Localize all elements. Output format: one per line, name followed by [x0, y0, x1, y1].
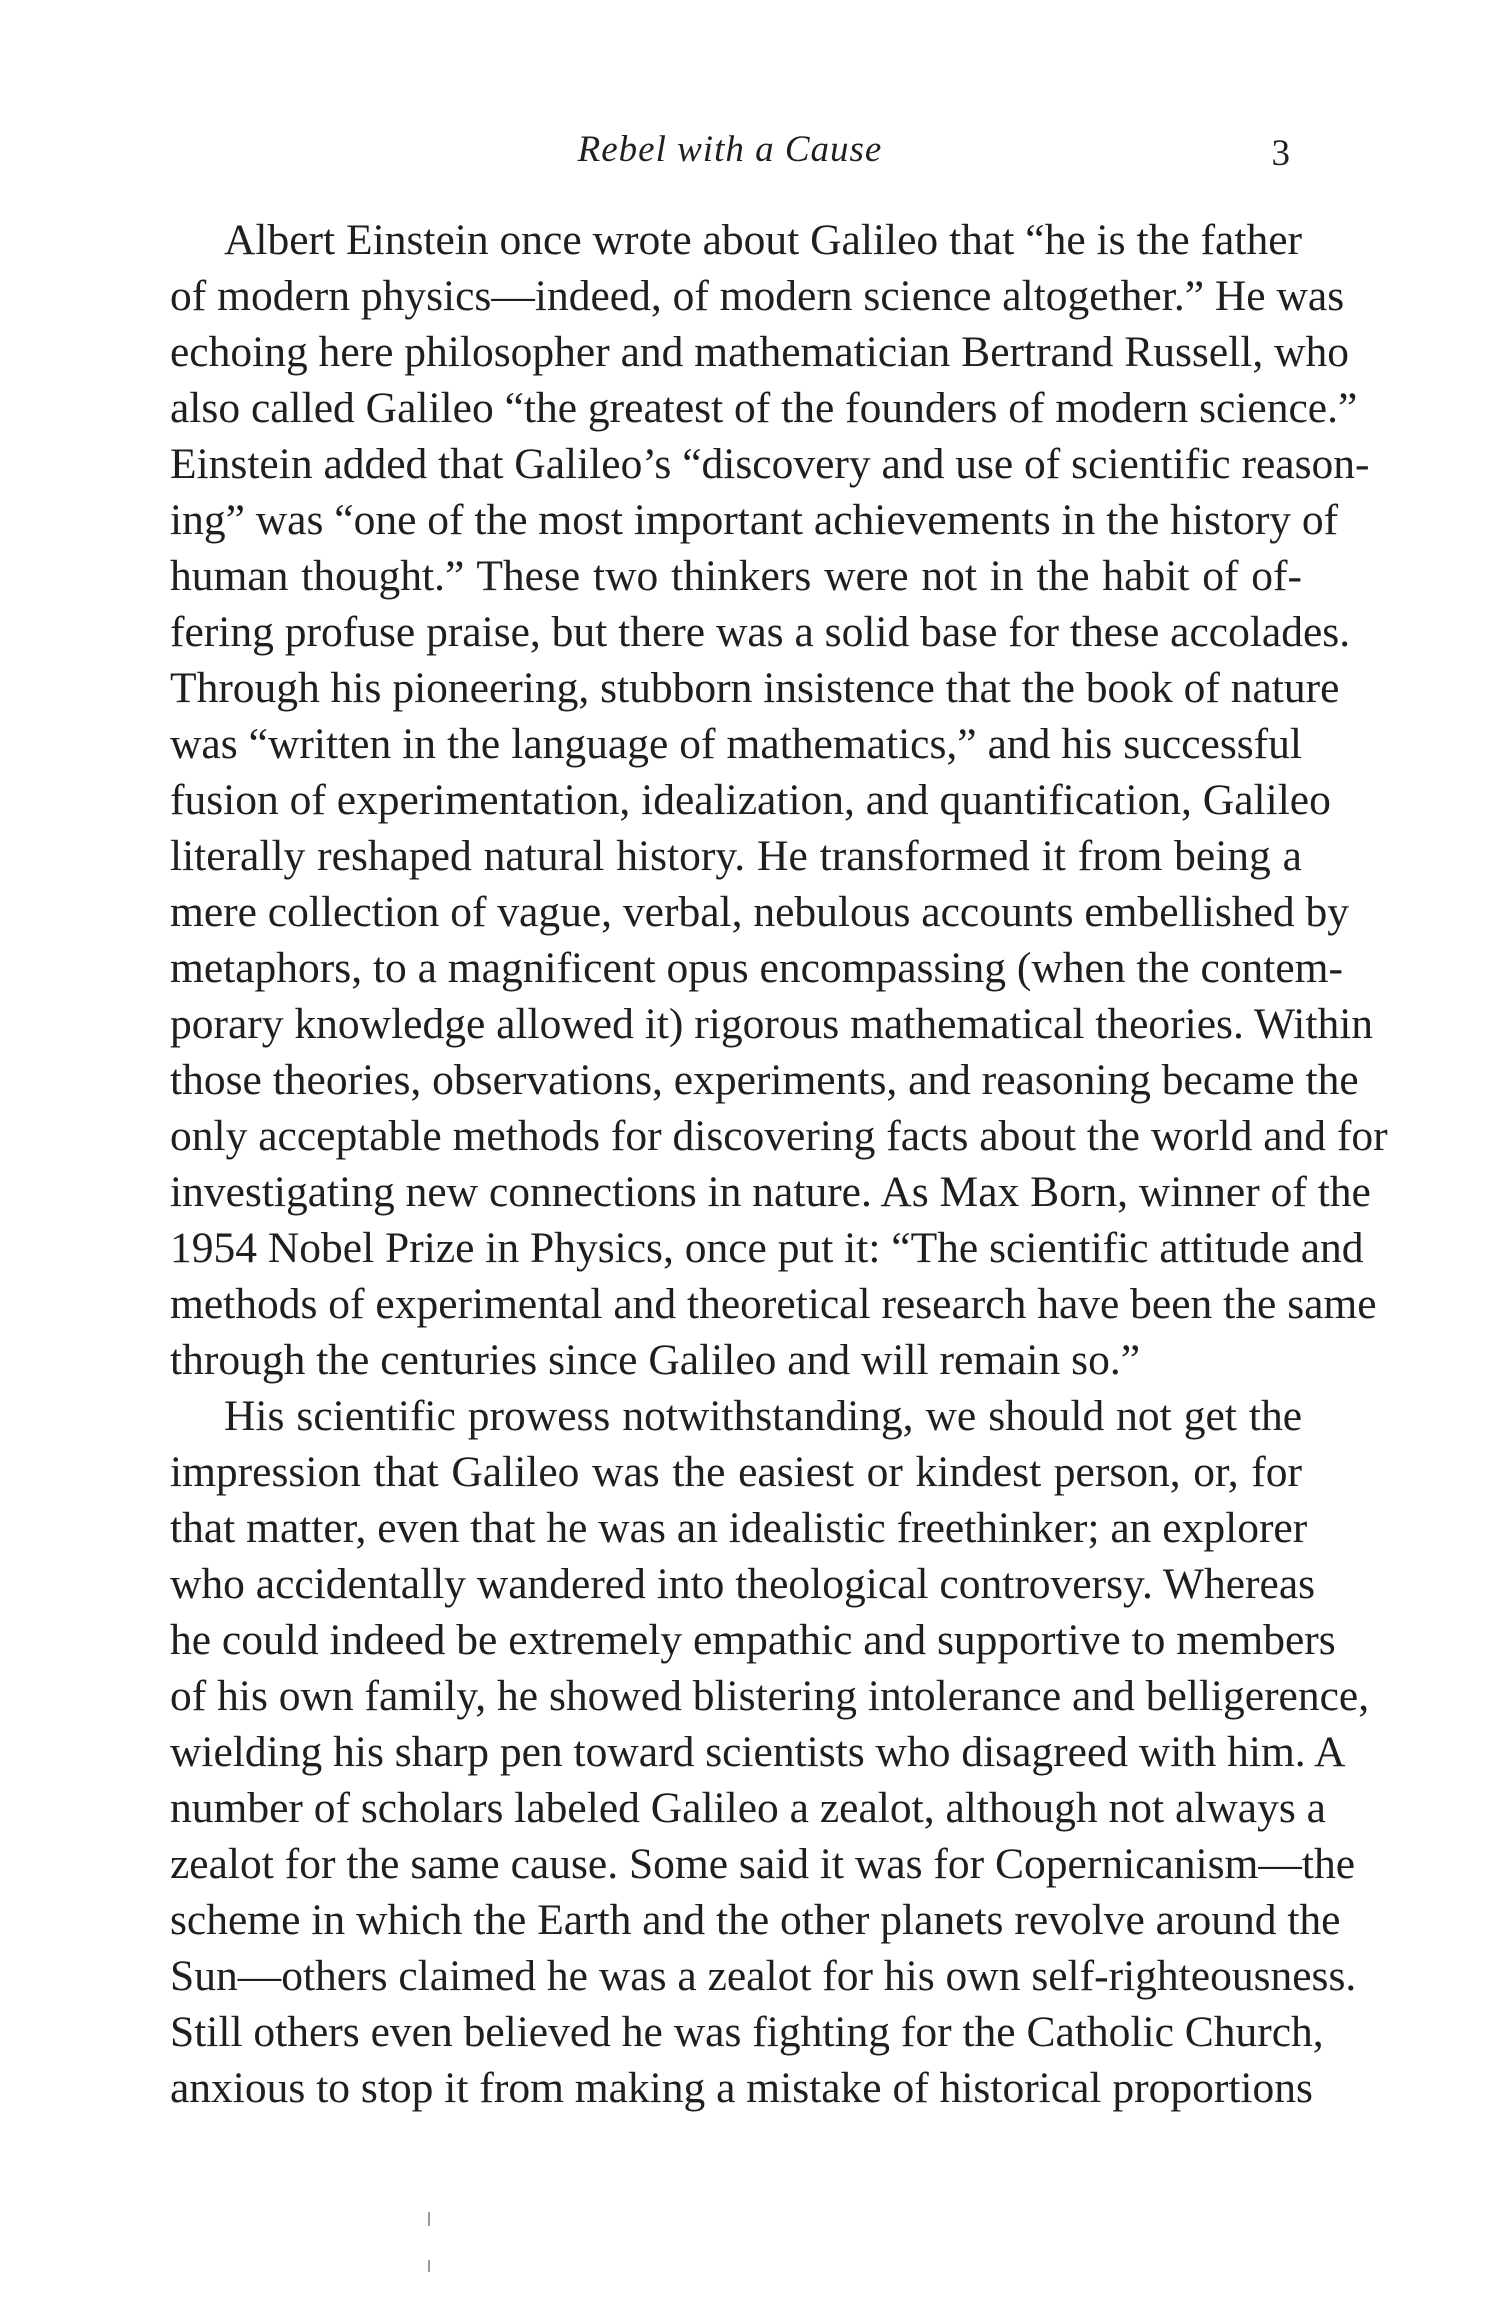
paragraph-1 — [170, 212, 1388, 1388]
text-line: Albert Einstein once wrote about Galileo that “he is the father — [224, 216, 1302, 264]
running-head — [170, 128, 1290, 188]
page-number: 3 — [1271, 133, 1290, 174]
text-line: zealot for the same cause. Some said it was for Copernicanism—the — [170, 1840, 1356, 1888]
text-line: of his own family, he showed blistering intolerance and belligerence, — [170, 1672, 1370, 1720]
text-line: only acceptable methods for discovering facts about the world and for — [170, 1112, 1388, 1160]
text-line: porary knowledge allowed it) rigorous mathematical theories. Within — [170, 1000, 1374, 1048]
text-line: metaphors, to a magnificent opus encompassing (when the contem- — [170, 944, 1343, 992]
text-line: he could indeed be extremely empathic and supportive to members — [170, 1616, 1336, 1664]
text-line: fusion of experimentation, idealization, and quantification, Galileo — [170, 776, 1331, 824]
text-line: fering profuse praise, but there was a solid base for these accolades. — [170, 608, 1351, 656]
text-line: literally reshaped natural history. He transformed it from being a — [170, 832, 1302, 880]
text-line: 1954 Nobel Prize in Physics, once put it: “The scientific attitude and — [170, 1224, 1364, 1272]
text-line: also called Galileo “the greatest of the founders of modern science.” — [170, 384, 1358, 432]
paragraph-2 — [170, 1388, 1370, 2116]
text-line: ing” was “one of the most important achievements in the history of — [170, 496, 1339, 544]
text-line: anxious to stop it from making a mistake of historical proportions — [170, 2064, 1313, 2112]
text-line: wielding his sharp pen toward scientists who disagreed with him. A — [170, 1728, 1346, 1776]
body-text — [170, 212, 1388, 2116]
text-line: scheme in which the Earth and the other planets revolve around the — [170, 1896, 1341, 1944]
text-line: mere collection of vague, verbal, nebulous accounts embellished by — [170, 888, 1349, 936]
text-line: that matter, even that he was an idealistic freethinker; an explorer — [170, 1504, 1308, 1552]
text-line: investigating new connections in nature. As Max Born, winner of the — [170, 1168, 1371, 1216]
text-line: Einstein added that Galileo’s “discovery and use of scientific reason- — [170, 440, 1370, 488]
text-line: echoing here philosopher and mathematician Bertrand Russell, who — [170, 328, 1350, 376]
scan-mark — [428, 2260, 430, 2272]
text-line: Still others even believed he was fighting for the Catholic Church, — [170, 2008, 1324, 2056]
text-line: through the centuries since Galileo and will remain so.” — [170, 1336, 1140, 1384]
text-line: methods of experimental and theoretical research have been the same — [170, 1280, 1377, 1328]
scan-mark — [428, 2212, 430, 2226]
text-line: human thought.” These two thinkers were not in the habit of of- — [170, 552, 1302, 600]
text-line: those theories, observations, experiments, and reasoning became the — [170, 1056, 1359, 1104]
text-line: His scientific prowess notwithstanding, we should not get the — [224, 1392, 1302, 1440]
text-line: who accidentally wandered into theological controversy. Whereas — [170, 1560, 1316, 1608]
text-line: Through his pioneering, stubborn insistence that the book of nature — [170, 664, 1340, 712]
text-line: was “written in the language of mathematics,” and his successful — [170, 720, 1302, 768]
running-title: Rebel with a Cause — [577, 129, 883, 170]
text-line: of modern physics—indeed, of modern science altogether.” He was — [170, 272, 1345, 320]
text-line: Sun—others claimed he was a zealot for his own self-righteousness. — [170, 1952, 1357, 2000]
text-line: impression that Galileo was the easiest or kindest person, or, for — [170, 1448, 1302, 1496]
text-line: number of scholars labeled Galileo a zealot, although not always a — [170, 1784, 1326, 1832]
